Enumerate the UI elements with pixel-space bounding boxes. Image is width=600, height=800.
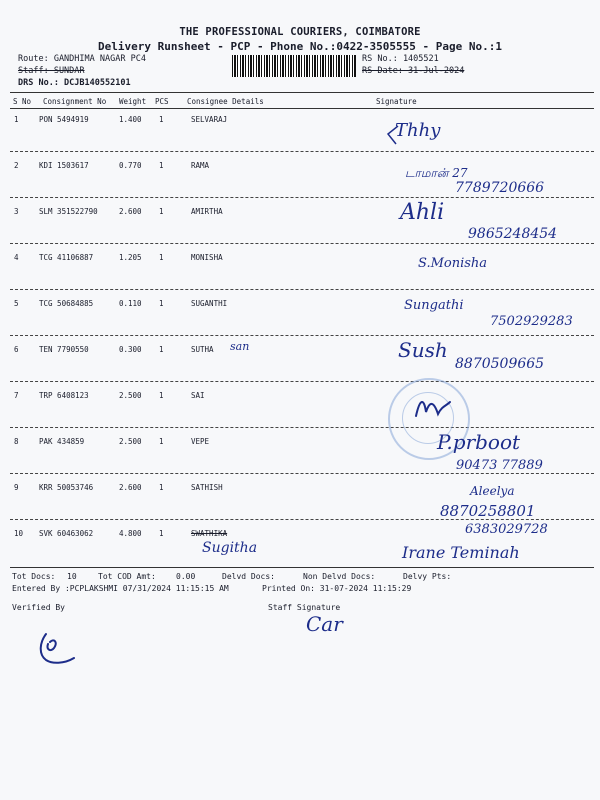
cell-consignee: VEPE bbox=[191, 437, 210, 446]
cell-pcs: 1 bbox=[159, 529, 164, 538]
tot-cod-value: 0.00 bbox=[176, 572, 196, 581]
cell-weight: 2.600 bbox=[119, 483, 142, 492]
tot-docs-label: Tot Docs: bbox=[12, 572, 56, 581]
cell-consignment: KDI 1503617 bbox=[39, 161, 89, 170]
cell-consignment: SVK 60463062 bbox=[39, 529, 94, 538]
cell-consignment: TEN 7790550 bbox=[39, 345, 89, 354]
row-divider bbox=[10, 427, 594, 428]
sig-row-1: Thhy bbox=[395, 120, 441, 141]
cell-pcs: 1 bbox=[159, 345, 164, 354]
cell-weight: 1.205 bbox=[119, 253, 142, 262]
cell-weight: 0.300 bbox=[119, 345, 142, 354]
header-rule-bottom bbox=[10, 108, 594, 109]
col-consignee: Consignee Details bbox=[187, 97, 264, 106]
cell-sno: 10 bbox=[14, 529, 24, 538]
sig-row-6c: san bbox=[230, 340, 250, 353]
delvd-docs-label: Delvd Docs: bbox=[222, 572, 275, 581]
sig-row-10b: Sugitha bbox=[202, 540, 258, 556]
delvy-pts-label: Delvy Pts: bbox=[403, 572, 452, 581]
cell-consignment: TCG 50684885 bbox=[39, 299, 94, 308]
cell-consignee: MONISHA bbox=[191, 253, 223, 262]
sig-row-2b: 7789720666 bbox=[455, 180, 545, 196]
row-divider bbox=[10, 243, 594, 244]
cell-pcs: 1 bbox=[159, 391, 164, 400]
sig-row-5a: Sungathi bbox=[404, 298, 464, 313]
row-divider bbox=[10, 289, 594, 290]
cell-consignment: PON 5494919 bbox=[39, 115, 89, 124]
row-divider bbox=[10, 151, 594, 152]
col-weight: Weight bbox=[119, 97, 147, 106]
cell-consignment: KRR 50053746 bbox=[39, 483, 94, 492]
printed-on: Printed On: 31-07-2024 11:15:29 bbox=[262, 584, 412, 593]
signature-scribble bbox=[412, 392, 452, 422]
cell-weight: 1.400 bbox=[119, 115, 142, 124]
cell-sno: 7 bbox=[14, 391, 19, 400]
tick-mark bbox=[380, 122, 410, 152]
cell-pcs: 1 bbox=[159, 161, 164, 170]
sig-row-3b: 9865248454 bbox=[468, 226, 558, 242]
sig-row-3a: Ahli bbox=[400, 200, 445, 225]
company-title: THE PROFESSIONAL COURIERS, COIMBATORE bbox=[179, 26, 421, 38]
sig-row-8b: 90473 77889 bbox=[456, 458, 543, 473]
cell-sno: 3 bbox=[14, 207, 19, 216]
sig-row-4: S.Monisha bbox=[418, 256, 488, 271]
staff-signature-scrawl: Car bbox=[306, 612, 343, 636]
cell-weight: 2.500 bbox=[119, 437, 142, 446]
cell-consignment: SLM 351522790 bbox=[39, 207, 98, 216]
tot-docs-value: 10 bbox=[67, 572, 77, 581]
cell-consignee: RAMA bbox=[191, 161, 210, 170]
cell-weight: 2.500 bbox=[119, 391, 142, 400]
sig-row-6b: 8870509665 bbox=[455, 356, 545, 372]
sig-row-9a: Aleelya bbox=[470, 484, 515, 498]
cell-consignment: TRP 6408123 bbox=[39, 391, 89, 400]
sig-row-9b: 8870258801 bbox=[440, 502, 536, 520]
cell-consignment: PAK 434859 bbox=[39, 437, 85, 446]
cell-weight: 4.800 bbox=[119, 529, 142, 538]
sig-row-10c: Irane Teminah bbox=[402, 543, 520, 562]
sig-row-5b: 7502929283 bbox=[490, 314, 573, 329]
header-rule-top bbox=[10, 92, 594, 93]
cell-pcs: 1 bbox=[159, 115, 164, 124]
cell-pcs: 1 bbox=[159, 253, 164, 262]
staff-signature-label: Staff Signature bbox=[268, 603, 341, 612]
row-divider bbox=[10, 197, 594, 198]
table-row bbox=[0, 115, 600, 161]
runsheet-subtitle: Delivery Runsheet - PCP - Phone No.:0422-3505555 - Page No.:1 bbox=[98, 40, 502, 53]
cell-sno: 5 bbox=[14, 299, 19, 308]
cell-pcs: 1 bbox=[159, 483, 164, 492]
sig-row-6a: Sush bbox=[398, 338, 448, 362]
tot-cod-label: Tot COD Amt: bbox=[98, 572, 156, 581]
rs-number: RS No.: 1405521 bbox=[362, 54, 439, 64]
col-sno: S No bbox=[13, 97, 32, 106]
cell-consignee: SELVARAJ bbox=[191, 115, 228, 124]
route-label: Route: GANDHIMA NAGAR PC4 bbox=[18, 54, 146, 64]
sig-row-2a: டாமான் 27 bbox=[405, 166, 468, 180]
cell-pcs: 1 bbox=[159, 437, 164, 446]
row-divider bbox=[10, 381, 594, 382]
cell-sno: 1 bbox=[14, 115, 19, 124]
cell-sno: 4 bbox=[14, 253, 19, 262]
cell-weight: 0.770 bbox=[119, 161, 142, 170]
cell-sno: 9 bbox=[14, 483, 19, 492]
cell-consignee: SUGANTHI bbox=[191, 299, 228, 308]
footer-rule bbox=[10, 567, 594, 568]
sig-row-8a: P.prboot bbox=[437, 430, 521, 454]
table-row bbox=[0, 253, 600, 299]
staff-label: Staff: SUNDAR bbox=[18, 66, 85, 76]
cell-consignee: SATHISH bbox=[191, 483, 223, 492]
cell-pcs: 1 bbox=[159, 207, 164, 216]
cell-consignee: AMIRTHA bbox=[191, 207, 223, 216]
cell-consignment: TCG 41106887 bbox=[39, 253, 94, 262]
col-signature: Signature bbox=[376, 97, 417, 106]
row-divider bbox=[10, 335, 594, 336]
col-pcs: PCS bbox=[155, 97, 169, 106]
verified-by-label: Verified By bbox=[12, 603, 65, 612]
cell-consignee: SWATHIKA bbox=[191, 529, 228, 538]
rs-date: RS Date: 31-Jul-2024 bbox=[362, 66, 465, 76]
sig-row-10a: 6383029728 bbox=[465, 522, 548, 537]
col-consignment: Consignment No bbox=[43, 97, 107, 106]
cell-weight: 2.600 bbox=[119, 207, 142, 216]
cell-consignee: SUTHA bbox=[191, 345, 214, 354]
cell-sno: 6 bbox=[14, 345, 19, 354]
cell-sno: 2 bbox=[14, 161, 19, 170]
cell-pcs: 1 bbox=[159, 299, 164, 308]
cell-weight: 0.110 bbox=[119, 299, 142, 308]
drs-number: DRS No.: DCJB140552101 bbox=[18, 78, 131, 88]
barcode bbox=[232, 55, 356, 77]
cell-consignee: SAI bbox=[191, 391, 205, 400]
entered-by: Entered By :PCPLAKSHMI 07/31/2024 11:15:15 AM bbox=[12, 584, 229, 593]
non-delvd-docs-label: Non Delvd Docs: bbox=[303, 572, 376, 581]
cell-sno: 8 bbox=[14, 437, 19, 446]
row-divider bbox=[10, 473, 594, 474]
verifier-signature bbox=[36, 628, 86, 668]
